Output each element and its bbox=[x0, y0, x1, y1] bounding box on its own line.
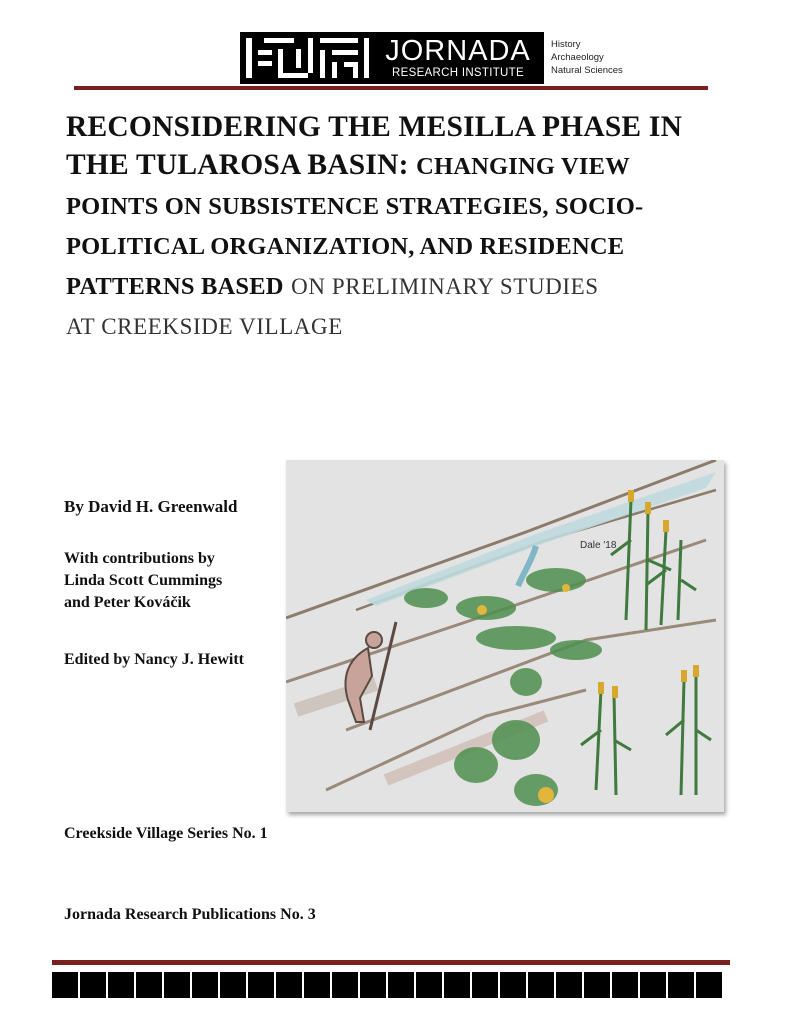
logo-name: JORNADA bbox=[385, 35, 531, 67]
author-credit: By David H. Greenwald bbox=[64, 497, 238, 516]
publication-label: Jornada Research Publications No. 3 bbox=[64, 906, 316, 923]
tagline-natural-sciences: Natural Sciences bbox=[551, 65, 623, 76]
bottom-pattern-bar bbox=[52, 972, 722, 998]
title-line-6: AT CREEKSIDE VILLAGE bbox=[66, 314, 343, 339]
title-line-2a: THE TULAROSA BASIN: bbox=[66, 149, 409, 181]
logo-text bbox=[372, 32, 544, 84]
title-line-2b: CHANGING VIEW bbox=[416, 153, 630, 180]
cover-illustration bbox=[286, 460, 724, 812]
title-line-4: POLITICAL ORGANIZATION, AND RESIDENCE bbox=[66, 233, 625, 260]
tagline-archaeology: Archaeology bbox=[551, 52, 604, 63]
contrib-intro: With contributions by bbox=[64, 550, 215, 567]
contributors bbox=[64, 548, 222, 614]
tagline-history: History bbox=[551, 39, 581, 50]
title-line-1: RECONSIDERING THE MESILLA PHASE IN bbox=[66, 111, 683, 143]
document-title bbox=[66, 108, 756, 346]
bottom-divider bbox=[52, 960, 730, 965]
editor-credit: Edited by Nancy J. Hewitt bbox=[64, 651, 244, 668]
series-label: Creekside Village Series No. 1 bbox=[64, 825, 268, 842]
title-line-3: POINTS ON SUBSISTENCE STRATEGIES, SOCIO- bbox=[66, 193, 644, 220]
contributor-1: Linda Scott Cummings bbox=[64, 572, 223, 589]
top-divider bbox=[74, 86, 708, 90]
illustration-signature: Dale '18 bbox=[580, 540, 617, 551]
logo-subtitle: RESEARCH INSTITUTE bbox=[392, 67, 524, 79]
jornada-maze-logo-icon bbox=[240, 32, 372, 84]
title-line-5a: PATTERNS BASED bbox=[66, 273, 284, 300]
logo bbox=[240, 32, 544, 84]
title-line-5b: ON PRELIMINARY STUDIES bbox=[291, 274, 599, 299]
tagline bbox=[551, 38, 623, 77]
farming-scene-drawing-icon bbox=[286, 460, 724, 812]
contributor-2: and Peter Kováčik bbox=[64, 594, 191, 611]
